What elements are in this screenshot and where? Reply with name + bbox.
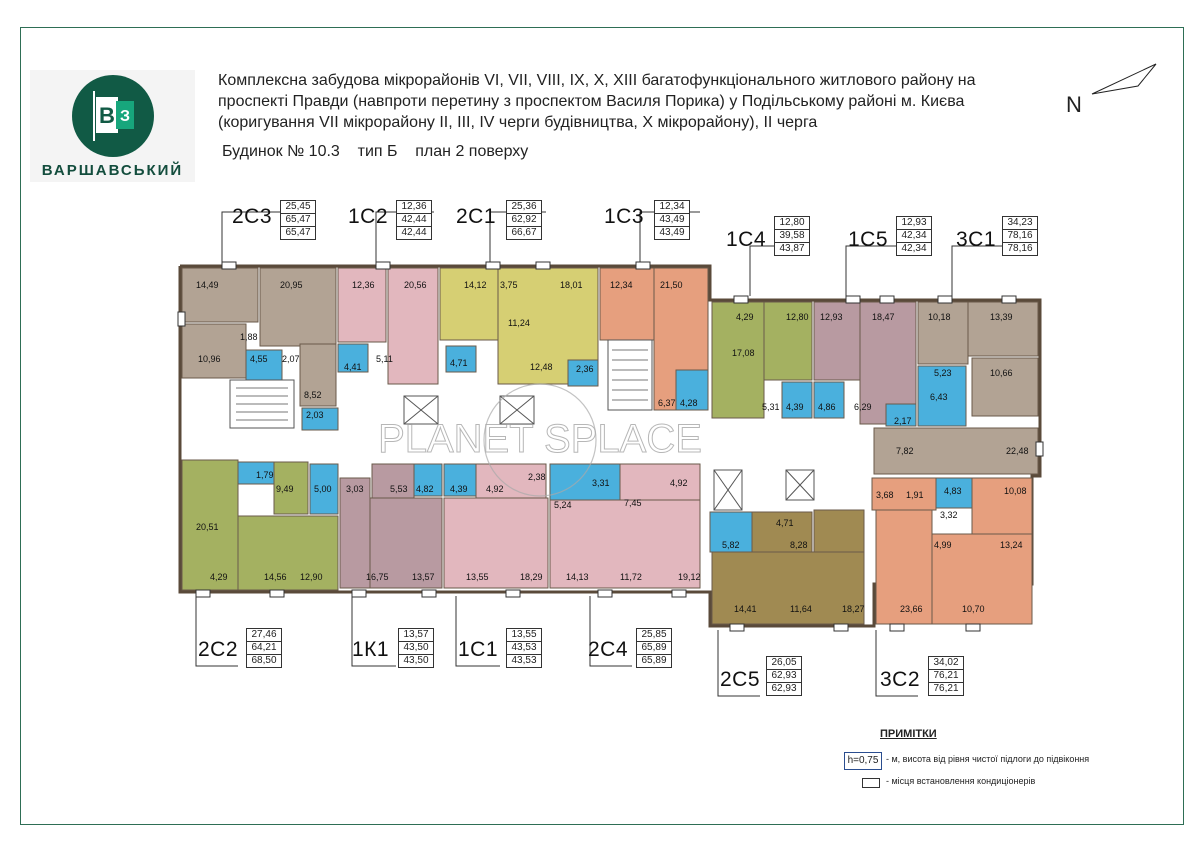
room-area: 11,24 <box>508 318 530 328</box>
apt-areas: 34,23 78,16 78,16 <box>1002 216 1038 256</box>
room-area: 2,03 <box>306 410 324 420</box>
room-area: 4,71 <box>450 358 468 368</box>
room-area: 8,52 <box>304 390 322 400</box>
room-area: 18,47 <box>872 312 895 322</box>
room-area: 6,37 <box>658 398 676 408</box>
room-area: 19,12 <box>678 572 701 582</box>
apt-areas: 25,45 65,47 65,47 <box>280 200 316 240</box>
apt-label: 3С2 <box>880 668 921 691</box>
ac-marker-legend <box>862 778 880 788</box>
room-area: 2,36 <box>576 364 594 374</box>
apt-label: 1К1 <box>352 638 390 661</box>
room-area: 13,39 <box>990 312 1013 322</box>
room-area: 2,17 <box>894 416 912 426</box>
apt-areas: 25,85 65,89 65,89 <box>636 628 672 668</box>
room-area: 4,39 <box>786 402 804 412</box>
room-area: 11,64 <box>790 604 812 614</box>
room-area: 12,90 <box>300 572 323 582</box>
room-area: 16,75 <box>366 572 389 582</box>
room-area: 10,66 <box>990 368 1013 378</box>
room-area: 14,41 <box>734 604 757 614</box>
room-area: 14,49 <box>196 280 219 290</box>
apt-1K1 <box>340 464 442 588</box>
room-area: 21,50 <box>660 280 683 290</box>
title-line: (коригування VII мікрорайону II, III, IV черги будівництва, X мікрорайону), II черга <box>218 114 818 131</box>
room-area: 7,45 <box>624 498 642 508</box>
room-area: 3,03 <box>346 484 364 494</box>
room-area: 2,07 <box>282 354 300 364</box>
room-area: 12,34 <box>610 280 633 290</box>
apt-label: 1С2 <box>348 205 389 228</box>
room-area: 5,82 <box>722 540 740 550</box>
apt-areas: 13,55 43,53 43,53 <box>506 628 542 668</box>
room-area: 13,57 <box>412 572 435 582</box>
title-line: проспекті Правди (навпроти перетину з проспектом Василя Порика) у Подільському районі м. Києва <box>218 93 965 110</box>
room-area: 3,75 <box>500 280 518 290</box>
room-area: 4,82 <box>416 484 434 494</box>
room-area: 13,24 <box>1000 540 1023 550</box>
room-area: 14,12 <box>464 280 487 290</box>
logo-text: ВАРШАВСЬКИЙ <box>41 162 184 179</box>
apt-areas: 12,36 42,44 42,44 <box>396 200 432 240</box>
room-area: 12,93 <box>820 312 843 322</box>
apt-areas: 12,93 42,34 42,34 <box>896 216 932 256</box>
room-area: 5,11 <box>376 354 393 364</box>
room-area: 5,53 <box>390 484 408 494</box>
apt-label: 2С2 <box>198 638 239 661</box>
apt-label: 1С4 <box>726 228 767 251</box>
plan-floor: план 2 поверху <box>415 143 529 160</box>
ac-note: - місця встановлення кондиціонерів <box>886 776 1036 786</box>
room-area: 20,51 <box>196 522 219 532</box>
room-area: 18,01 <box>560 280 583 290</box>
sill-height-note: - м, висота від рівня чистої підлоги до підвіконня <box>886 754 1090 764</box>
room-area: 11,72 <box>620 572 642 582</box>
room-area: 8,28 <box>790 540 808 550</box>
room-area: 4,86 <box>818 402 836 412</box>
apt-areas: 34,02 76,21 76,21 <box>928 656 964 696</box>
room-area: 4,92 <box>670 478 688 488</box>
apt-1C1 <box>444 464 548 588</box>
room-area: 9,49 <box>276 484 294 494</box>
room-area: 5,00 <box>314 484 332 494</box>
svg-text:В: В <box>99 103 115 128</box>
apt-areas: 26,05 62,93 62,93 <box>766 656 802 696</box>
room-area: 18,29 <box>520 572 543 582</box>
room-area: 12,80 <box>786 312 809 322</box>
apt-3C2 <box>872 478 1032 624</box>
watermark: PLANET SPLACE <box>378 417 702 461</box>
room-area: 12,36 <box>352 280 375 290</box>
apt-areas: 25,36 62,92 66,67 <box>506 200 542 240</box>
building-number: Будинок № 10.3 <box>222 143 340 160</box>
room-area: 4,28 <box>680 398 698 408</box>
room-area: 4,92 <box>486 484 504 494</box>
apt-label: 2С3 <box>232 205 273 228</box>
room-area: 10,70 <box>962 604 985 614</box>
room-area: 1,91 <box>906 490 924 500</box>
notes-title: ПРИМІТКИ <box>880 728 937 740</box>
room-area: 4,39 <box>450 484 468 494</box>
apt-areas: 12,34 43,49 43,49 <box>654 200 690 240</box>
apt-label: 1С1 <box>458 638 499 661</box>
room-area: 10,96 <box>198 354 221 364</box>
room-area: 4,71 <box>776 518 794 528</box>
title-line: Комплексна забудова мікрорайонів VI, VII, VIII, IX, X, XIII багатофункціонального житлового району на <box>218 72 976 89</box>
sill-height-marker: h=0,75 <box>844 752 882 770</box>
room-area: 14,56 <box>264 572 287 582</box>
room-area: 7,82 <box>896 446 914 456</box>
room-area: 4,41 <box>344 362 362 372</box>
apt-label: 1С3 <box>604 205 645 228</box>
room-area: 20,95 <box>280 280 303 290</box>
room-area: 23,66 <box>900 604 923 614</box>
room-area: 14,13 <box>566 572 589 582</box>
room-area: 3,31 <box>592 478 610 488</box>
building-type: тип Б <box>357 143 398 160</box>
north-label: N <box>1066 92 1082 117</box>
room-area: 17,08 <box>732 348 755 358</box>
room-area: 13,55 <box>466 572 489 582</box>
room-area: 12,48 <box>530 362 553 372</box>
room-area: 6,43 <box>930 392 948 402</box>
room-area: 4,99 <box>934 540 952 550</box>
apt-areas: 27,46 64,21 68,50 <box>246 628 282 668</box>
room-area: 20,56 <box>404 280 427 290</box>
apt-label: 2С1 <box>456 205 497 228</box>
room-area: 22,48 <box>1006 446 1029 456</box>
room-area: 3,32 <box>940 510 958 520</box>
room-area: 4,83 <box>944 486 962 496</box>
apt-label: 3С1 <box>956 228 997 251</box>
apt-areas: 13,57 43,50 43,50 <box>398 628 434 668</box>
stair-core-center <box>608 340 652 410</box>
svg-text:З: З <box>119 108 131 125</box>
room-area: 18,27 <box>842 604 865 614</box>
apt-areas: 12,80 39,58 43,87 <box>774 216 810 256</box>
apt-label: 2С5 <box>720 668 761 691</box>
apt-label: 2С4 <box>588 638 629 661</box>
room-area: 4,55 <box>250 354 268 364</box>
stair-core-left <box>230 380 294 428</box>
room-area: 5,24 <box>554 500 572 510</box>
room-area: 4,29 <box>736 312 754 322</box>
room-area: 5,31 <box>762 402 780 412</box>
room-area: 6,29 <box>854 402 872 412</box>
room-area: 1,79 <box>256 470 274 480</box>
room-area: 5,23 <box>934 368 952 378</box>
apt-label: 1С5 <box>848 228 889 251</box>
room-area: 2,38 <box>528 472 546 482</box>
room-area: 1,88 <box>240 332 258 342</box>
room-area: 3,68 <box>876 490 894 500</box>
room-area: 4,29 <box>210 572 228 582</box>
room-area: 10,08 <box>1004 486 1027 496</box>
room-area: 10,18 <box>928 312 951 322</box>
